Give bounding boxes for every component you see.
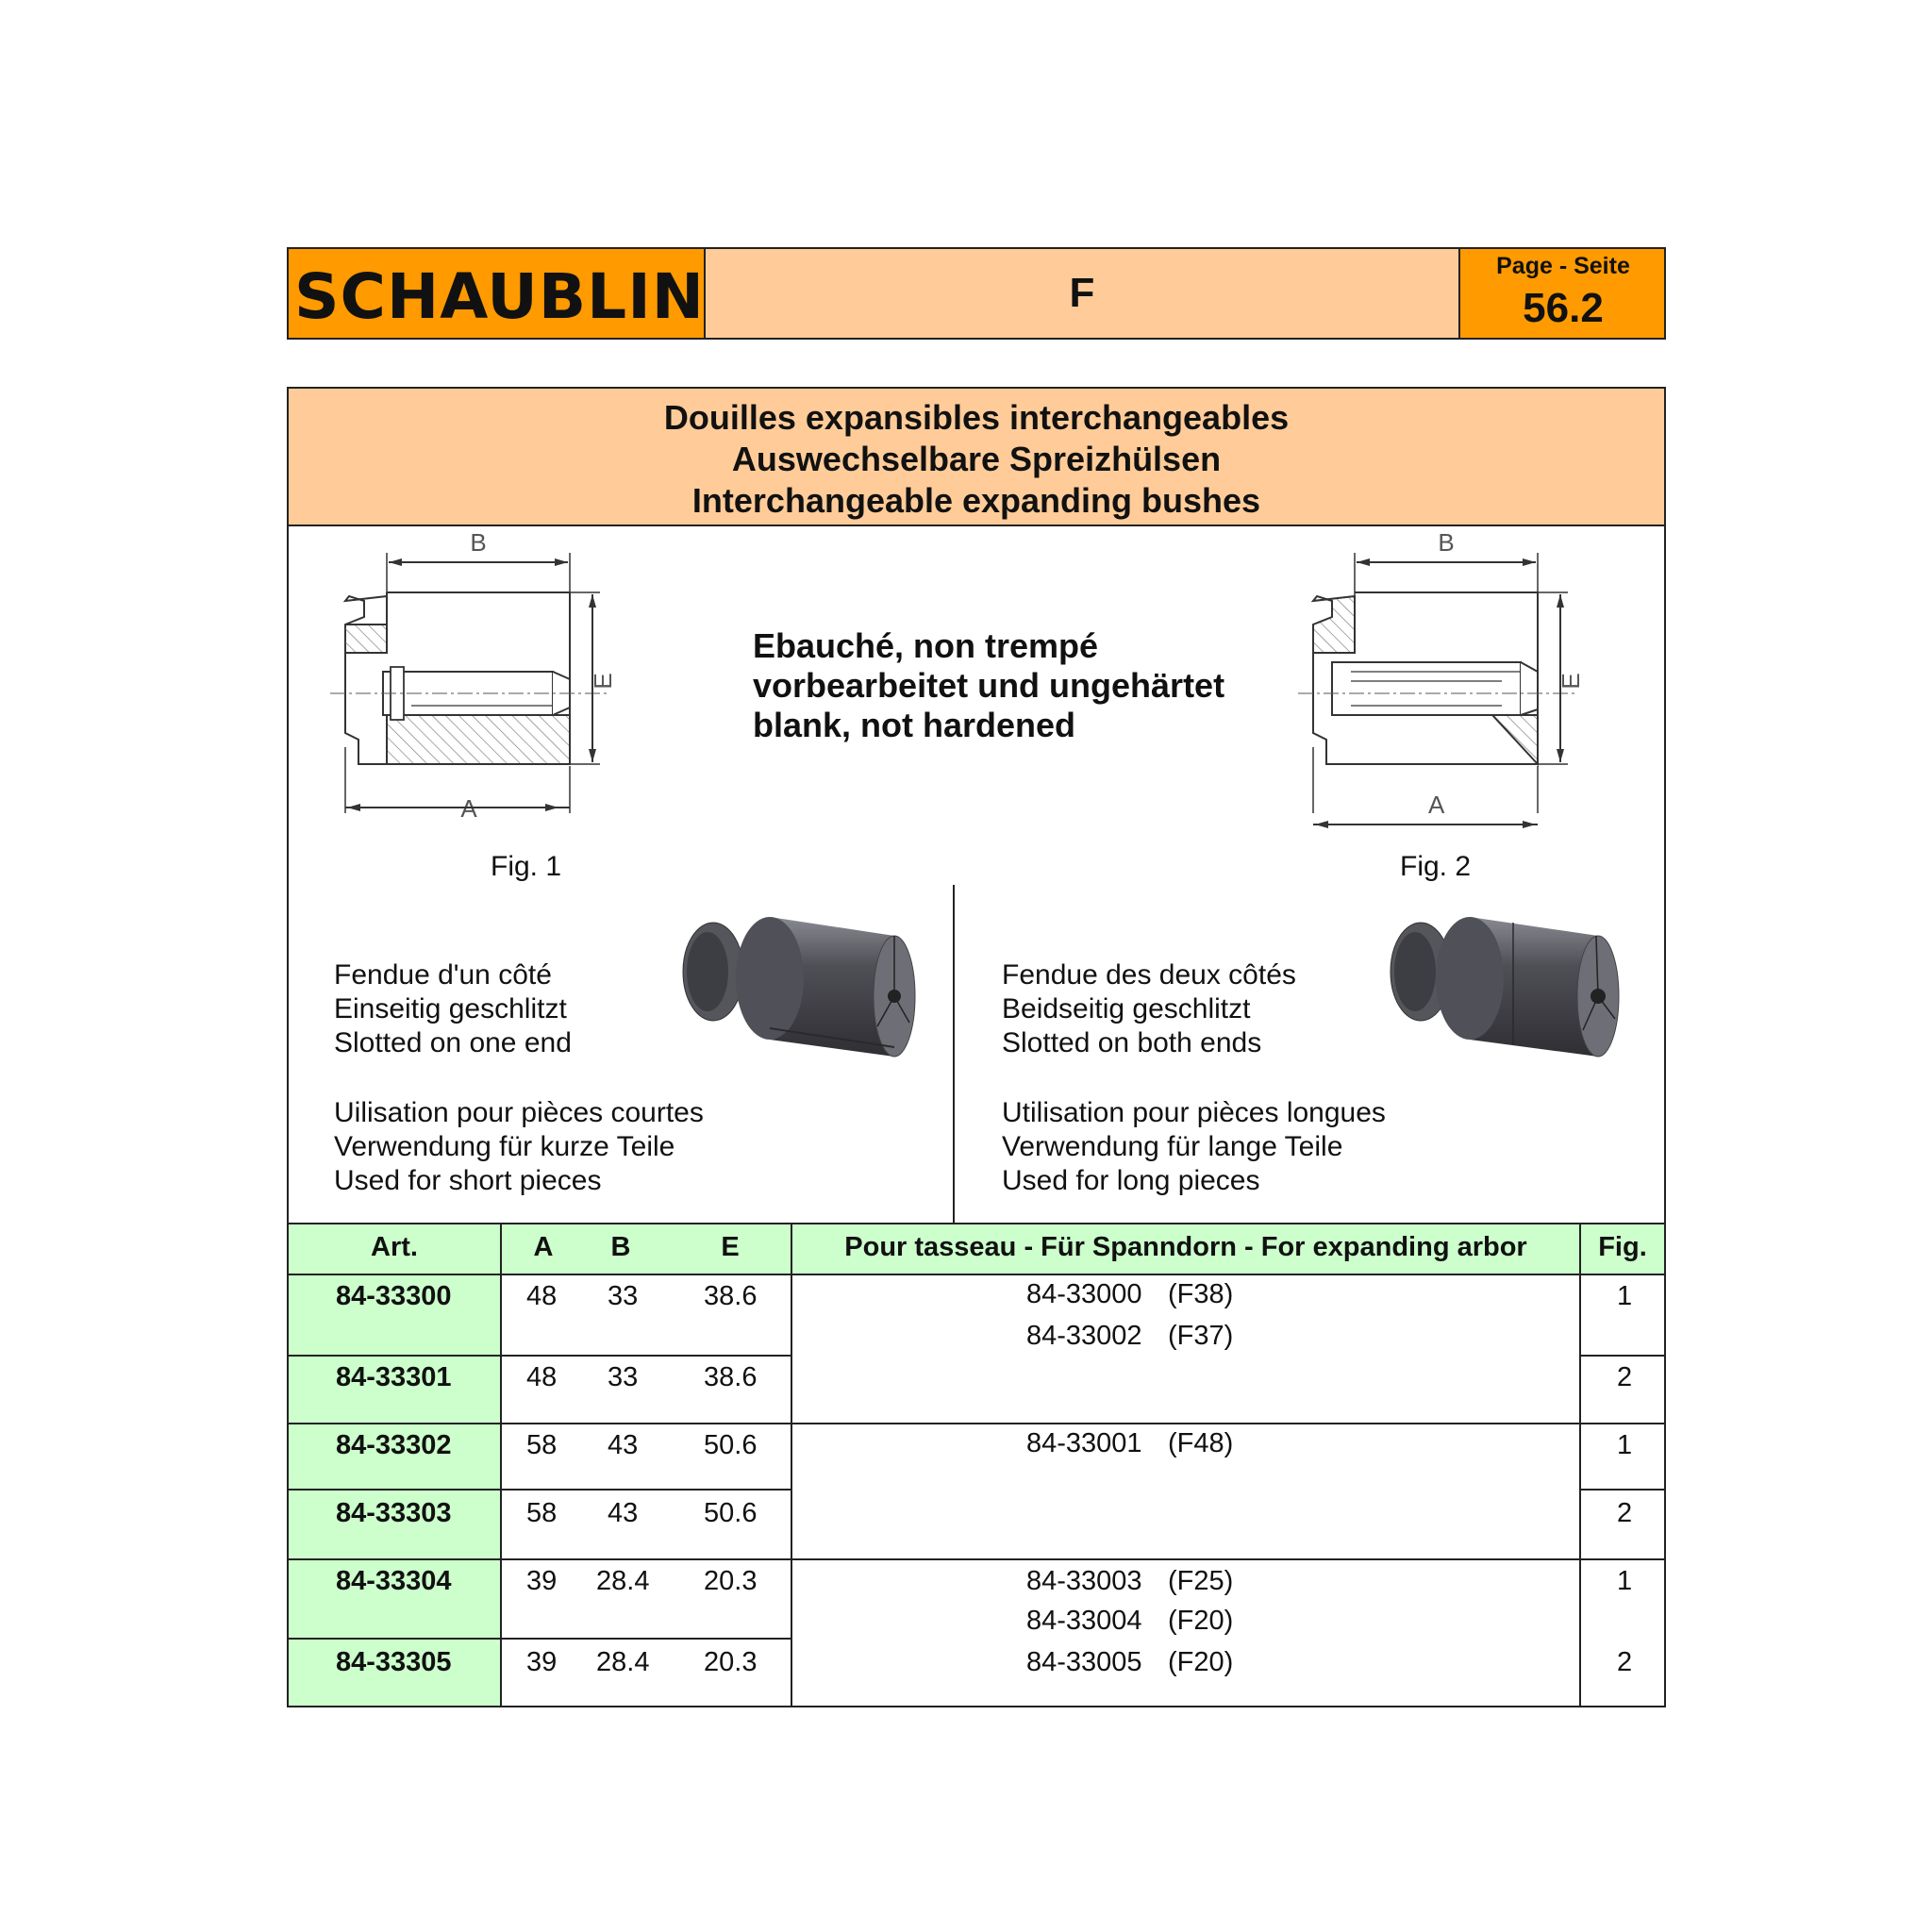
col-border-dims <box>791 1223 792 1706</box>
table-row-b: 43 <box>608 1430 639 1460</box>
right-use-en: Used for long pieces <box>1002 1165 1260 1196</box>
table-row-e: 50.6 <box>704 1430 758 1460</box>
arbor-size: (F38) <box>1168 1279 1234 1309</box>
right-slot-en: Slotted on both ends <box>1002 1027 1262 1058</box>
table-row-a: 48 <box>526 1362 558 1392</box>
right-slot-fr: Fendue des deux côtés <box>1002 959 1296 991</box>
arbor-code: 84-33005 <box>1026 1647 1142 1677</box>
fig1-drawing <box>326 528 638 823</box>
table-row-b: 28.4 <box>596 1647 650 1677</box>
fig1-dim-e: E <box>589 673 617 690</box>
table-row-a: 39 <box>526 1566 558 1596</box>
arbor-code: 84-33002 <box>1026 1321 1142 1351</box>
fig2-dim-a-line <box>1294 819 1606 830</box>
fig1-dim-b: B <box>470 528 487 557</box>
table-row-art: 84-33305 <box>336 1647 452 1677</box>
right-use-fr: Utilisation pour pièces longues <box>1002 1097 1386 1128</box>
arbor-size: (F48) <box>1168 1428 1234 1458</box>
left-use-de: Verwendung für kurze Teile <box>334 1131 675 1162</box>
table-row-fig: 1 <box>1617 1430 1633 1460</box>
table-top-border <box>289 1223 1664 1224</box>
fig2-caption: Fig. 2 <box>1400 851 1472 882</box>
bush-image-one-slot <box>675 898 911 1087</box>
table-row-b: 33 <box>608 1281 639 1311</box>
table-row-fig: 2 <box>1617 1647 1633 1677</box>
fig1-dim-a-line <box>326 804 562 832</box>
title-band <box>289 389 1664 526</box>
header-a: A <box>533 1232 554 1262</box>
notice-de: vorbearbeitet und ungehärtet <box>753 666 1225 705</box>
left-use-fr: Uilisation pour pièces courtes <box>334 1097 704 1128</box>
arbor-size: (F25) <box>1168 1566 1234 1596</box>
table-row-fig: 2 <box>1617 1498 1633 1528</box>
table-row-e: 50.6 <box>704 1498 758 1528</box>
fig2-dim-e: E <box>1557 673 1585 690</box>
right-slot-de: Beidseitig geschlitzt <box>1002 993 1251 1024</box>
header-fig: Fig. <box>1598 1232 1647 1262</box>
section-letter: F <box>1069 270 1095 316</box>
left-slot-de: Einseitig geschlitzt <box>334 993 567 1024</box>
arbor-size: (F37) <box>1168 1321 1234 1351</box>
brand-logo: SCHAUBLIN <box>294 260 706 333</box>
title-en: Interchangeable expanding bushes <box>691 481 1261 520</box>
row-border-3 <box>289 1489 792 1491</box>
notice-en: blank, not hardened <box>753 706 1076 744</box>
table-row-a: 58 <box>526 1498 558 1528</box>
left-slot-fr: Fendue d'un côté <box>334 959 552 991</box>
table-row-fig: 1 <box>1617 1281 1633 1311</box>
header-e: E <box>721 1232 740 1262</box>
table-row-art: 84-33303 <box>336 1498 452 1528</box>
table-row-art: 84-33304 <box>336 1566 452 1596</box>
fig1-dim-a: A <box>460 794 477 823</box>
table-row-a: 48 <box>526 1281 558 1311</box>
arbor-code: 84-33003 <box>1026 1566 1142 1596</box>
table-row-e: 38.6 <box>704 1362 758 1392</box>
table-header-border <box>289 1274 1664 1275</box>
table-row-fig: 1 <box>1617 1566 1633 1596</box>
page-number: 56.2 <box>1523 285 1604 331</box>
bush-image-both-slots <box>1383 898 1619 1087</box>
page-cell <box>1458 249 1664 338</box>
table-row-e: 20.3 <box>704 1647 758 1677</box>
row-border-1-fig <box>1581 1355 1664 1357</box>
row-border-1 <box>289 1355 792 1357</box>
spec-table <box>289 1223 1664 1706</box>
table-row-art: 84-33300 <box>336 1281 452 1311</box>
left-slot-en: Slotted on one end <box>334 1027 572 1058</box>
table-row-b: 28.4 <box>596 1566 650 1596</box>
header-b: B <box>610 1232 631 1262</box>
col-border-art <box>500 1223 502 1706</box>
row-border-4 <box>289 1558 1664 1560</box>
title-de: Auswechselbare Spreizhülsen <box>731 440 1222 478</box>
row-border-3-fig <box>1581 1489 1664 1491</box>
catalog-box <box>287 387 1666 1707</box>
fig1-caption: Fig. 1 <box>491 851 562 882</box>
header-arbor: Pour tasseau - Für Spanndorn - For expanding arbor <box>844 1232 1527 1262</box>
title-fr: Douilles expansibles interchangeables <box>663 398 1290 437</box>
arbor-size: (F20) <box>1168 1606 1234 1636</box>
left-use-en: Used for short pieces <box>334 1165 602 1196</box>
right-use-de: Verwendung für lange Teile <box>1002 1131 1343 1162</box>
description-divider <box>953 885 955 1223</box>
table-row-art: 84-33302 <box>336 1430 452 1460</box>
table-row-fig: 2 <box>1617 1362 1633 1392</box>
fig2-drawing <box>1294 530 1606 785</box>
table-row-e: 20.3 <box>704 1566 758 1596</box>
header-bar <box>287 247 1666 340</box>
table-row-art: 84-33301 <box>336 1362 452 1392</box>
table-row-a: 39 <box>526 1647 558 1677</box>
arbor-size: (F20) <box>1168 1647 1234 1677</box>
page-label: Page - Seite <box>1496 253 1630 279</box>
brand-logo-cell <box>289 249 706 338</box>
header-art: Art. <box>371 1232 418 1262</box>
fig2-dim-a: A <box>1428 791 1445 819</box>
table-row-b: 33 <box>608 1362 639 1392</box>
row-border-5 <box>289 1638 792 1640</box>
arbor-code: 84-33000 <box>1026 1279 1142 1309</box>
row-border-2 <box>289 1423 1664 1424</box>
table-row-b: 43 <box>608 1498 639 1528</box>
arbor-code: 84-33004 <box>1026 1606 1142 1636</box>
table-row-e: 38.6 <box>704 1281 758 1311</box>
arbor-code: 84-33001 <box>1026 1428 1142 1458</box>
table-row-a: 58 <box>526 1430 558 1460</box>
notice-fr: Ebauché, non trempé <box>753 626 1099 665</box>
fig2-dim-b: B <box>1438 528 1455 557</box>
col-border-arbor <box>1579 1223 1581 1706</box>
